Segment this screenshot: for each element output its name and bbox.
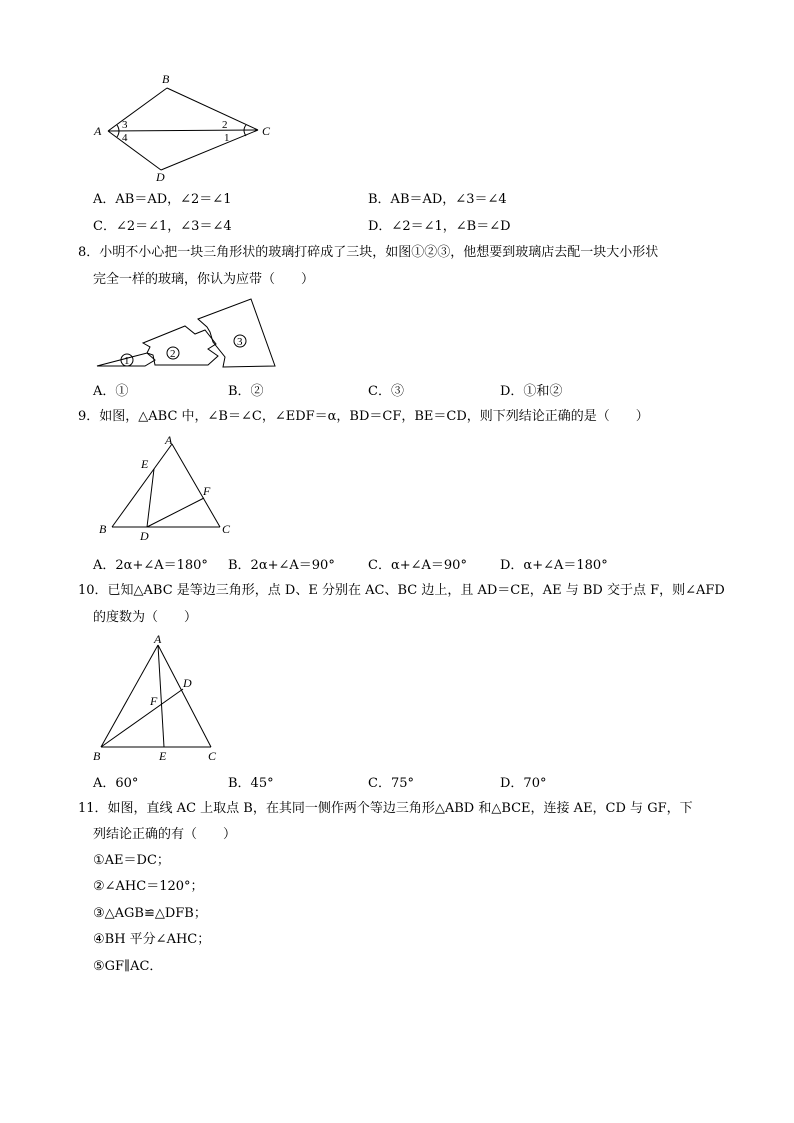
q7-segment-DC [161,130,258,170]
q8-stem-line1: 8．小明不小心把一块三角形状的玻璃打碎成了三块，如图①②③，他想要到玻璃店去配一块大小形状 [78,245,659,260]
q7-label-C: C [262,124,271,138]
q9-option-c[interactable]: C．α+∠A＝90° [368,558,467,573]
q9-label-A: A [165,433,173,447]
q8-figure [95,297,280,372]
q9-stem-line1: 9．如图，△ABC 中，∠B＝∠C，∠EDF＝α，BD＝CF，BE＝CD，则下列结论正确的是（ ） [78,409,649,424]
q8-fragment-2 [143,326,218,365]
q9-label-D: D [140,529,149,543]
q9-label-B: B [99,522,107,536]
q11-item-3: ③△AGB≌△DFB； [93,906,207,921]
q10-label-D: D [183,676,192,690]
q8-option-a[interactable]: A．① [93,384,129,399]
q11-stem-line1: 11．如图，直线 AC 上取点 B，在其同一侧作两个等边三角形△ABD 和△BCE，连接 AE，CD 与 GF，下 [78,801,693,816]
q7-segment-AB [108,88,167,131]
q9-label-E: E [141,457,149,471]
q9-label-C: C [222,522,231,536]
q10-option-c[interactable]: C．75° [368,776,414,791]
q11-item-5: ⑤GF∥AC． [93,959,163,974]
q7-label-angle4: 4 [122,132,128,144]
q10-stem-line2: 的度数为（ ） [93,610,198,625]
q7-label-angle2: 2 [222,119,228,131]
q7-label-D: D [156,170,165,184]
q7-label-angle1: 1 [224,132,230,144]
q7-figure [90,70,280,184]
q9-figure [95,433,245,543]
q10-stem-line1: 10．已知△ABC 是等边三角形，点 D、E 分别在 AC、BC 边上，且 AD＝CE，AE 与 BD 交于点 F，则∠AFD [78,583,725,598]
q8-mark-3-digit: 3 [237,336,243,348]
q10-label-F: F [150,694,158,708]
q10-label-A: A [154,632,162,646]
q7-option-a[interactable]: A．AB＝AD，∠2＝∠1 [93,192,232,207]
q8-option-c[interactable]: C．③ [368,384,404,399]
q7-option-d[interactable]: D．∠2＝∠1，∠B＝∠D [368,219,511,234]
q9-option-b[interactable]: B．2α+∠A＝90° [228,558,335,573]
q10-figure [90,632,230,767]
q10-option-d[interactable]: D．70° [500,776,547,791]
q10-option-b[interactable]: B．45° [228,776,274,791]
q7-segment-BC [167,88,258,130]
q8-fragment-3 [198,299,275,367]
q8-mark-2-digit: 2 [170,348,176,360]
q11-item-2: ②∠AHC＝120°； [93,879,204,894]
q9-segment-AC [172,444,220,527]
q7-option-b[interactable]: B．AB＝AD，∠3＝∠4 [368,192,507,207]
q7-label-angle3: 3 [122,119,128,131]
q9-segment-DF [147,498,204,527]
q7-label-B: B [162,72,170,86]
q10-label-C: C [208,749,217,763]
q11-item-4: ④BH 平分∠AHC； [93,932,211,947]
q9-option-d[interactable]: D．α+∠A＝180° [500,558,608,573]
q9-option-a[interactable]: A．2α+∠A＝180° [93,558,208,573]
q8-option-b[interactable]: B．② [228,384,264,399]
q8-stem-line2: 完全一样的玻璃，你认为应带（ ） [93,272,315,287]
q8-mark-1-digit: 1 [124,355,130,367]
q10-label-E: E [159,749,167,763]
q8-option-d[interactable]: D．①和② [500,384,563,399]
q7-segment-AD [108,131,161,170]
q10-label-B: B [93,749,101,763]
q9-label-F: F [203,484,211,498]
q10-segment-AE [158,645,164,747]
q7-label-A: A [94,124,102,138]
q7-option-c[interactable]: C．∠2＝∠1，∠3＝∠4 [93,219,232,234]
q10-segment-AC [158,645,211,747]
q10-segment-BD [101,689,183,747]
q7-segment-AC [108,130,258,131]
q11-stem-line2: 列结论正确的有（ ） [93,827,237,842]
q10-option-a[interactable]: A．60° [93,776,139,791]
q11-item-1: ①AE＝DC； [93,853,170,868]
